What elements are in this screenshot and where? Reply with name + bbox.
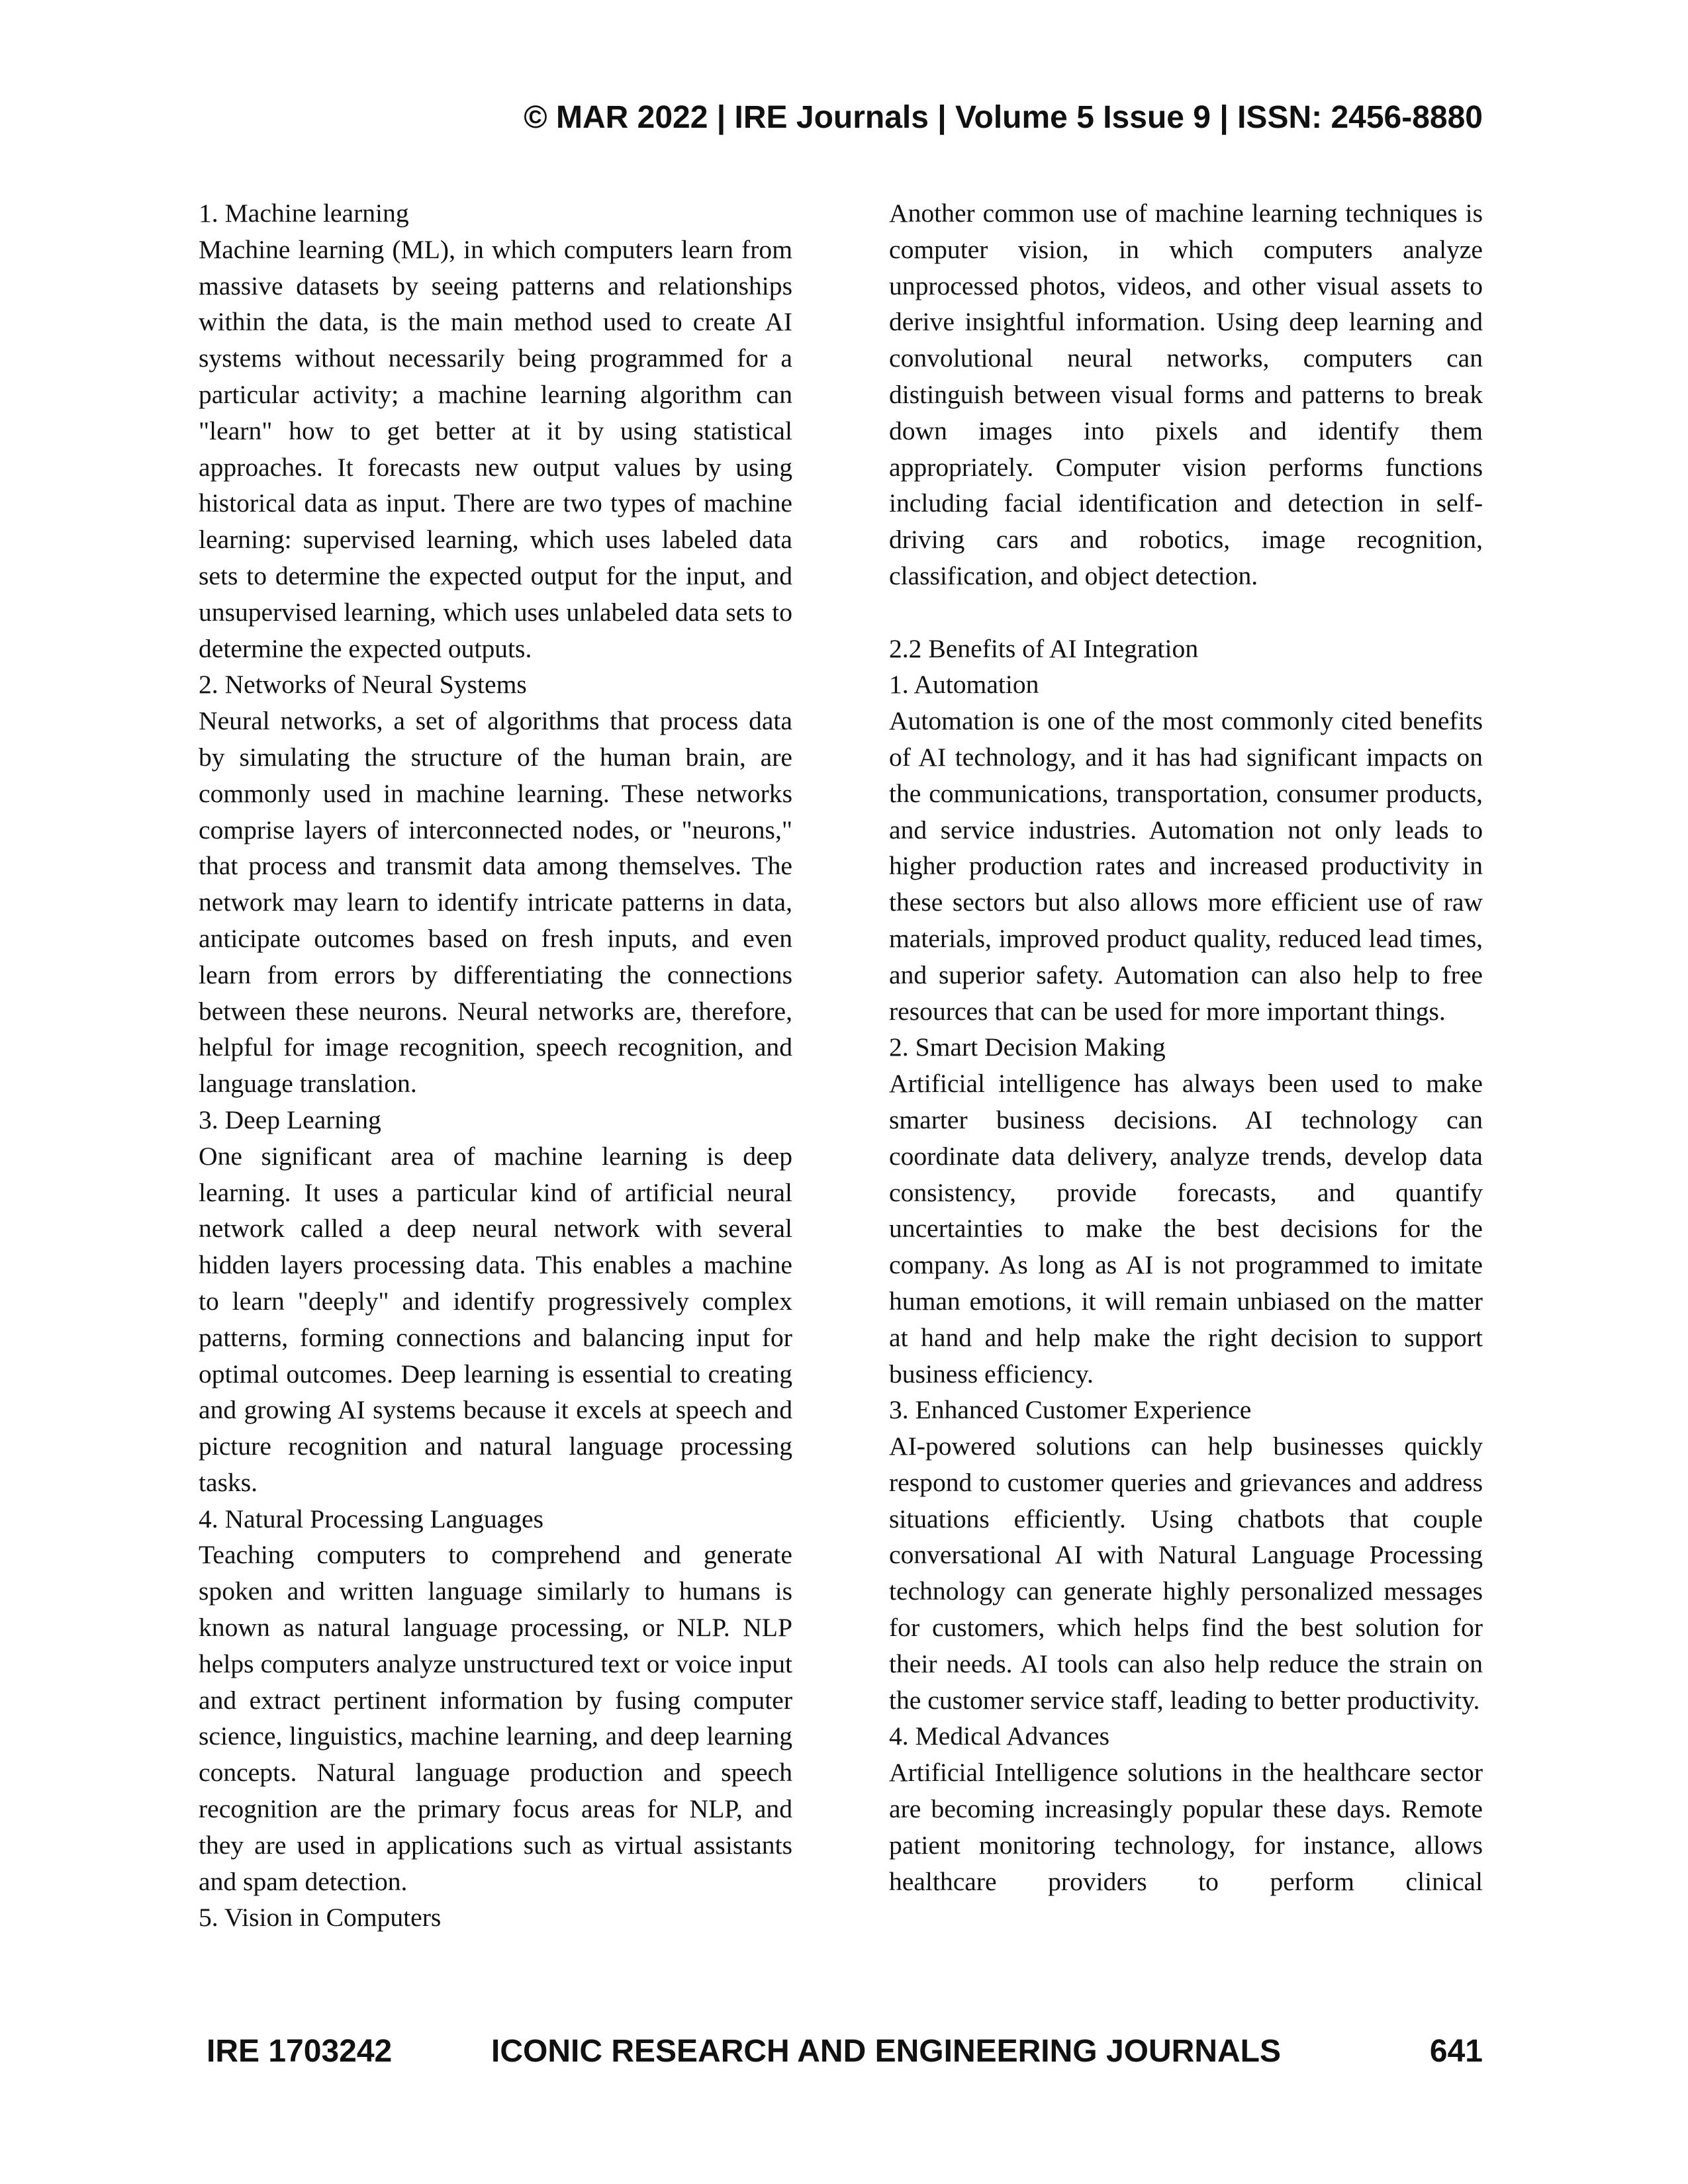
- subsection-heading: 1. Machine learning: [199, 199, 409, 228]
- journal-header: © MAR 2022 | IRE Journals | Volume 5 Issue 9 | ISSN: 2456-8880: [524, 100, 1483, 135]
- paper-id: IRE 1703242: [207, 2034, 393, 2069]
- left-column: [199, 195, 792, 1936]
- journal-footer: [199, 2032, 1483, 2071]
- subsection-heading: 5. Vision in Computers: [199, 1903, 442, 1933]
- paragraph: Machine learning (ML), in which computers learn from massive datasets by seeing patterns and relationships within the data, is the main method used to create AI systems without necessarily being programmed for a particular activity; a machine learning algorithm can "learn" how to get better at it by using statistical approaches. It forecasts new output values by using historical data as input. There are two types of machine learning: supervised learning, which uses labeled data sets to determine the expected output for the input, and unsupervised learning, which uses unlabeled data sets to determine the expected outputs.: [199, 234, 792, 663]
- subsection-heading: 3. Deep Learning: [199, 1105, 381, 1134]
- subsection-heading: 2. Networks of Neural Systems: [199, 670, 527, 700]
- section-heading: 2.2 Benefits of AI Integration: [889, 633, 1199, 663]
- subsection-heading: 4. Natural Processing Languages: [199, 1504, 543, 1533]
- paragraph: Teaching computers to comprehend and generate spoken and written language similarly to humans is known as natural language processing, or NLP. NLP helps computers analyze unstructured text or voice input and extract pertinent information by fusing computer science, linguistics, machine learning, and deep learning concepts. Natural language production and speech recognition are the primary focus areas for NLP, and they are used in applications such as virtual assistants and spam detection.: [199, 1540, 792, 1896]
- paragraph: Neural networks, a set of algorithms that process data by simulating the structure of the human brain, are commonly used in machine learning. These networks comprise layers of interconnected nodes, or "neurons," that process and transmit data among themselves. The network may learn to identify intricate patterns in data, anticipate outcomes based on fresh inputs, and even learn from errors by differentiating the connections between these neurons. Neural networks are, therefore, helpful for image recognition, speech recognition, and language translation.: [199, 706, 792, 1099]
- paragraph: Artificial intelligence has always been used to make smarter business decisions. AI technology can coordinate data delivery, analyze trends, develop data consistency, provide forecasts, and quantify uncertainties to make the best decisions for the company. As long as AI is not programmed to imitate human emotions, it will remain unbiased on the matter at hand and help make the right decision to support business efficiency.: [889, 1069, 1483, 1388]
- subsection-heading: 2. Smart Decision Making: [889, 1032, 1166, 1062]
- journal-name: ICONIC RESEARCH AND ENGINEERING JOURNALS: [491, 2034, 1281, 2069]
- paragraph-spacer: [889, 594, 1483, 631]
- subsection-heading: 3. Enhanced Customer Experience: [889, 1395, 1252, 1425]
- paragraph: One significant area of machine learning is deep learning. It uses a particular kind of artificial neural network called a deep neural network with several hidden layers processing data. This enables a machine to learn "deeply" and identify progressively complex patterns, forming connections and balancing input for optimal outcomes. Deep learning is essential to creating and growing AI systems because it excels at speech and picture recognition and natural language processing tasks.: [199, 1141, 792, 1497]
- paragraph: Artificial Intelligence solutions in the healthcare sector are becoming increasingly popular these days. Remote patient monitoring technology, for instance, allows healthcare providers to perform clinical: [889, 1758, 1483, 1896]
- subsection-heading: 1. Automation: [889, 670, 1039, 700]
- page-number: 641: [1429, 2034, 1483, 2069]
- right-column: [889, 195, 1483, 1899]
- subsection-heading: 4. Medical Advances: [889, 1721, 1110, 1751]
- paragraph: Another common use of machine learning techniques is computer vision, in which computers analyze unprocessed photos, videos, and other visual assets to derive insightful information. Using deep learning and convolutional neural networks, computers can distinguish between visual forms and patterns to break down images into pixels and identify them appropriately. Computer vision performs functions including facial identification and detection in self-driving cars and robotics, image recognition, classification, and object detection.: [889, 199, 1483, 590]
- paragraph: AI-powered solutions can help businesses quickly respond to customer queries and grievances and address situations efficiently. Using chatbots that couple conversational AI with Natural Language Processing technology can generate highly personalized messages for customers, which helps find the best solution for their needs. AI tools can also help reduce the strain on the customer service staff, leading to better productivity.: [889, 1432, 1483, 1715]
- paragraph: Automation is one of the most commonly cited benefits of AI technology, and it has had significant impacts on the communications, transportation, consumer products, and service industries. Automation not only leads to higher production rates and increased productivity in these sectors but also allows more efficient use of raw materials, improved product quality, reduced lead times, and superior safety. Automation can also help to free resources that can be used for more important things.: [889, 706, 1483, 1026]
